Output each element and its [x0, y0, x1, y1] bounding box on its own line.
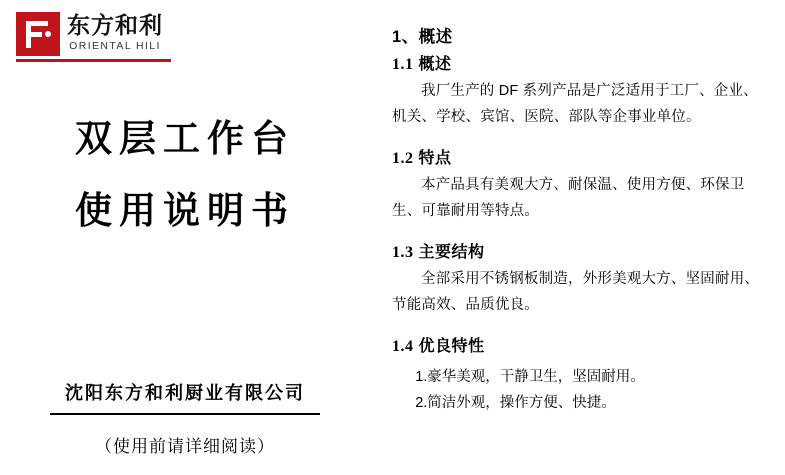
subsection-1-1-number: 1.1 [392, 56, 414, 73]
logo-text-block [67, 12, 163, 52]
subsection-1-3-number: 1.3 [392, 244, 414, 261]
subsection-1-3 [392, 240, 763, 318]
subsection-1-4-title: 优良特性 [418, 338, 485, 355]
subsection-1-4-item-2: 2.简洁外观，操作方便、快捷。 [415, 395, 616, 411]
logo-mark-icon [16, 12, 60, 56]
cover-panel [0, 0, 370, 475]
logo-dot-shape [45, 31, 51, 37]
subsection-1-2-heading [392, 146, 763, 172]
subsection-1-1-title: 概述 [418, 56, 452, 73]
cover-title-line1: 双层工作台 [75, 118, 295, 159]
subsection-1-2 [392, 146, 763, 224]
subsection-1-4-item-1: 1.豪华美观，干静卫生，坚固耐用。 [415, 369, 645, 385]
cover-company-block [0, 379, 370, 415]
subsection-1-3-title: 主要结构 [418, 244, 485, 261]
subsection-1-1-heading [392, 52, 763, 78]
logo-bar-top-shape [26, 21, 48, 26]
subsection-1-2-title: 特点 [418, 150, 452, 167]
logo-company-en: ORIENTAL HILI [69, 40, 161, 52]
subsection-1-4-heading [392, 334, 763, 360]
subsection-1-2-number: 1.2 [392, 150, 414, 167]
logo-underline-divider [16, 59, 171, 62]
cover-company-name: 沈阳东方和利厨业有限公司 [65, 383, 305, 403]
subsection-1-4 [392, 334, 763, 416]
cover-read-note: （使用前请详细阅读） [95, 437, 275, 456]
company-logo [16, 12, 358, 56]
subsection-1-2-paragraph: 本产品具有美观大方、耐保温、使用方便、环保卫生、可靠耐用等特点。 [392, 177, 745, 219]
section-heading: 1、概述 [392, 28, 453, 46]
cover-title-line2: 使用说明书 [75, 190, 295, 231]
manual-content-panel [370, 0, 785, 475]
subsection-1-1 [392, 52, 763, 130]
cover-company-divider [50, 413, 320, 415]
logo-bar-middle-shape [26, 32, 42, 37]
subsection-1-3-paragraph: 全部采用不锈钢板制造，外形美观大方、坚固耐用、节能高效、品质优良。 [392, 271, 760, 313]
subsection-1-1-paragraph: 我厂生产的 DF 系列产品是广泛适用于工厂、企业、机关、学校、宾馆、医院、部队等企事业单位。 [392, 83, 758, 125]
subsection-1-3-heading [392, 240, 763, 266]
subsection-1-4-number: 1.4 [392, 338, 414, 355]
logo-company-cn: 东方和利 [67, 12, 163, 38]
